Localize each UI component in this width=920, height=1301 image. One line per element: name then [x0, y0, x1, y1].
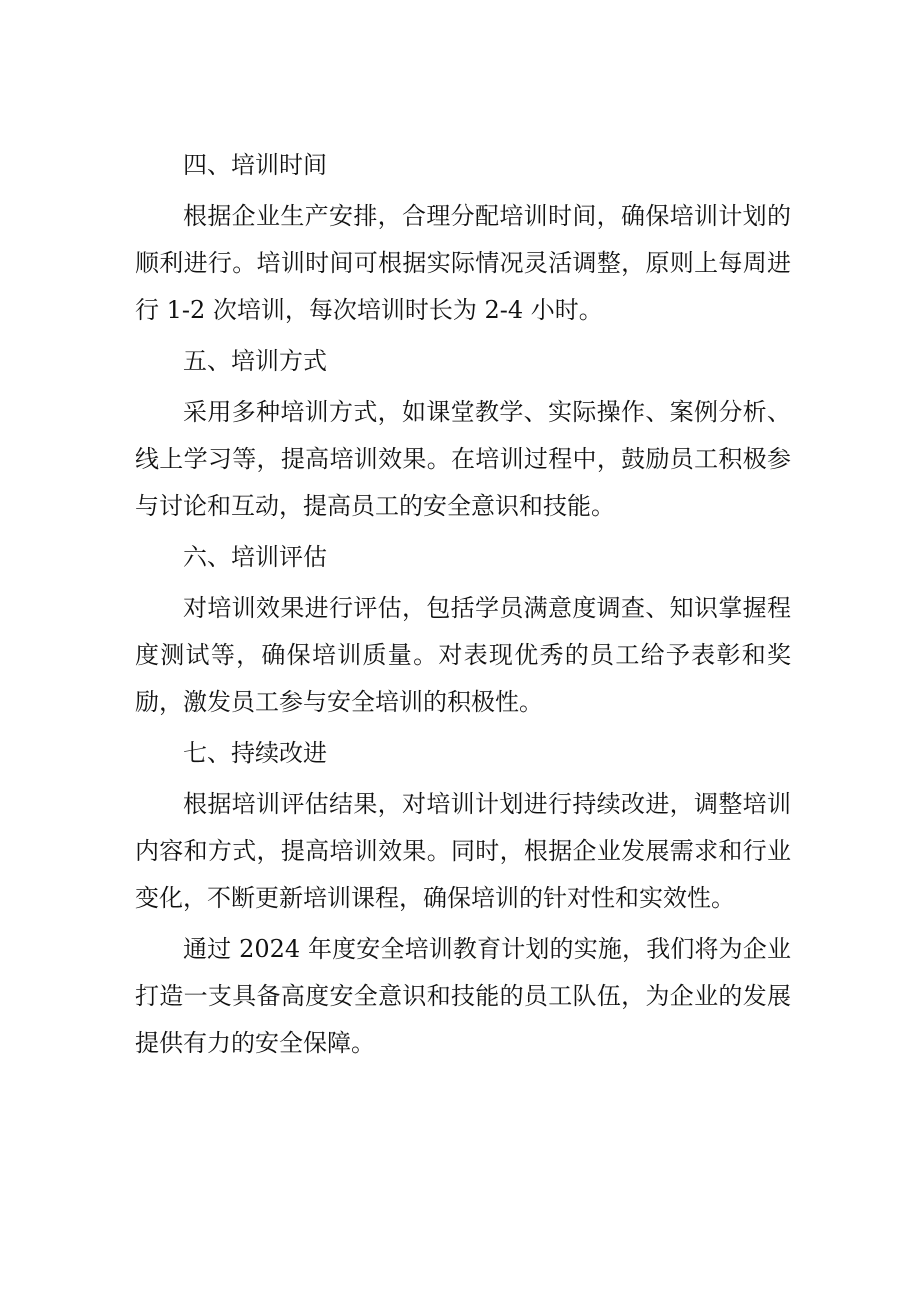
- section-heading: 七、持续改进: [183, 739, 327, 767]
- document-body: [135, 142, 791, 1067]
- section-training-time: [135, 142, 791, 334]
- section-training-method: [135, 338, 791, 530]
- section-paragraph: 对培训效果进行评估，包括学员满意度调查、知识掌握程度测试等，确保培训质量。对表现优秀的员工给予表彰和奖励，激发员工参与安全培训的积极性。: [135, 594, 791, 716]
- section-paragraph: 根据企业生产安排，合理分配培训时间，确保培训计划的顺利进行。培训时间可根据实际情况灵活调整，原则上每周进行 1-2 次培训，每次培训时长为 2-4 小时。: [135, 202, 791, 324]
- section-heading: 六、培训评估: [183, 543, 327, 571]
- section-heading: 四、培训时间: [183, 151, 327, 179]
- closing-paragraph: 通过 2024 年度安全培训教育计划的实施，我们将为企业打造一支具备高度安全意识和技能的员工队伍，为企业的发展提供有力的安全保障。: [135, 935, 791, 1057]
- section-training-evaluation: [135, 534, 791, 726]
- section-paragraph: 采用多种培训方式，如课堂教学、实际操作、案例分析、线上学习等，提高培训效果。在培训过程中，鼓励员工积极参与讨论和互动，提高员工的安全意识和技能。: [135, 398, 791, 520]
- section-heading: 五、培训方式: [183, 347, 327, 375]
- section-paragraph: 根据培训评估结果，对培训计划进行持续改进，调整培训内容和方式，提高培训效果。同时，根据企业发展需求和行业变化，不断更新培训课程，确保培训的针对性和实效性。: [135, 790, 791, 912]
- section-continuous-improvement: [135, 730, 791, 922]
